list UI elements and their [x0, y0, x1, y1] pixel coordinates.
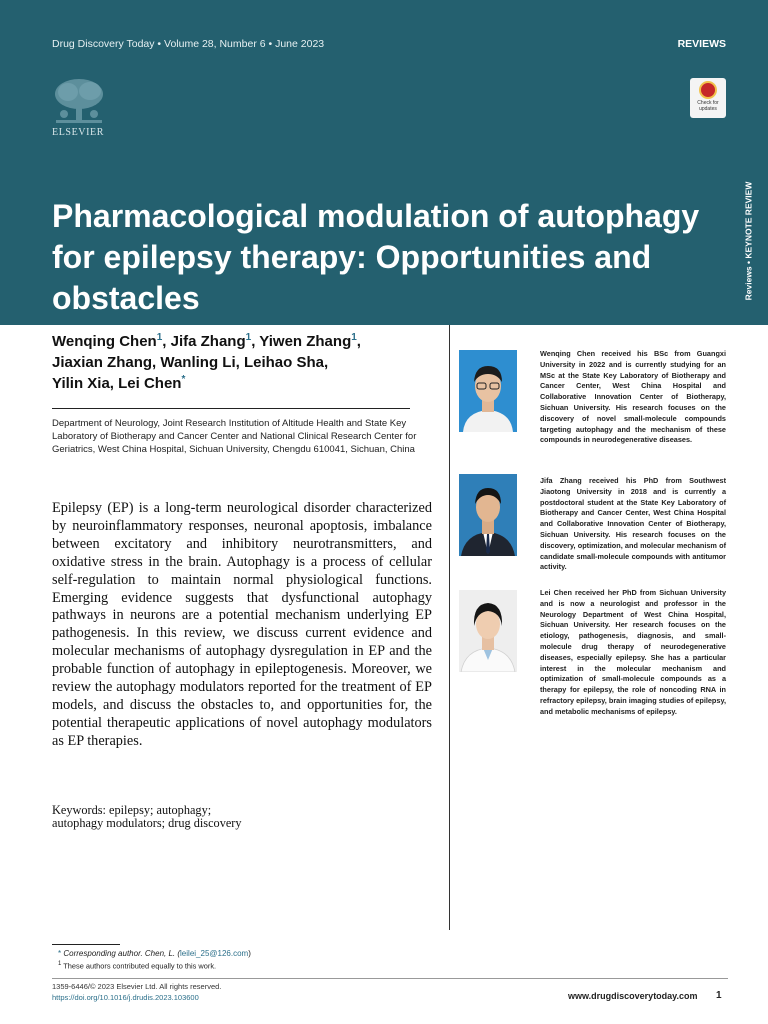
- corresponding-author-footnote: [58, 949, 251, 958]
- bio-lei-chen: Lei Chen received her PhD from Sichuan University and is now a neurologist and professor in the Neurology Department of West China Hospital, Sichuan University. Her research focuses on the etiology, pathogenesis, diagnosis, and small-molecule drug therapy of neurodegenerative diseases, especially epilepsy. She has a particular interest in the molecular mechanism and optimization of small-molecule compounds as a therapy for epilepsy, the role of noncoding RNA in refractory epilepsy, brain imaging studies of epilepsy, and metabolic mechanisms of epilepsy.: [540, 588, 726, 716]
- author-name: Yilin Xia, Lei Chen: [52, 375, 182, 392]
- author-separator: ,: [356, 333, 361, 350]
- author-photo-jifa-zhang: [459, 474, 517, 556]
- publisher-logo-text: ELSEVIER: [52, 127, 105, 138]
- author-photo-lei-chen: [459, 590, 517, 672]
- abstract: Epilepsy (EP) is a long-term neurological disorder characterized by neuroinflammatory responses, neuronal apoptosis, imbalance between excitatory and inhibitory neurotransmitters, and oxidative stress in the brain. Autophagy is a process of cellular self-regulation to maintain normal physiological functions. Emerging evidence suggests that dysfunctional autophagy pathways in neurons are a potential mechanism underlying EP pathogenesis. In this review, we discuss current evidence and molecular mechanisms of autophagy dysregulation in EP and the probable function of autophagy in epileptogenesis. Moreover, we review the autophagy modulators reported for the treatment of EP models, and discuss the obstacles to, and opportunities for, the potential therapeutic applications of novel autophagy modulators as EP therapies.: [52, 500, 432, 749]
- side-label-text: Reviews • KEYNOTE REVIEW: [743, 181, 754, 301]
- corresponding-close: ): [248, 949, 251, 958]
- author-affiliation-mark: *: [181, 374, 186, 385]
- author-photo-wenqing-chen: [459, 350, 517, 432]
- bio-jifa-zhang: Jifa Zhang received his PhD from Southwest Jiaotong University in 2018 and is currently a postdoctoral student at the State Key Laboratory of Biotherapy and Cancer Center, West China Hospital and Collaborative Innovation Center of Biotherapy, Sichuan University. His research focuses on the discovery, optimization, and molecular mechanism of candidate small-molecule compounds with antitumor activity.: [540, 476, 726, 572]
- footnote-divider: [52, 944, 120, 945]
- section-side-label: [741, 176, 755, 311]
- author-list: [52, 331, 432, 394]
- equal-contribution-footnote: [58, 961, 216, 970]
- author-name: Yiwen Zhang: [259, 333, 352, 350]
- check-for-updates-icon: [699, 81, 717, 99]
- corresponding-email-link[interactable]: leilei_25@126.com: [180, 949, 249, 958]
- article-title: Pharmacological modulation of autophagy for epilepsy therapy: Opportunities and obstacles: [52, 198, 700, 316]
- keywords: [52, 804, 432, 830]
- affiliation: Department of Neurology, Joint Research Institution of Altitude Health and State Key Laboratory of Biotherapy and Cancer Center and National Clinical Research Center for Geriatrics, West China Hospital, Sichuan University, Chengdu 610041, Sichuan, China: [52, 418, 417, 455]
- check-for-updates-badge[interactable]: [690, 78, 726, 118]
- keywords-line-2: autophagy modulators; drug discovery: [52, 816, 242, 830]
- check-for-updates-label: Check for updates: [697, 100, 719, 112]
- author-affiliation-mark: 1: [156, 332, 163, 343]
- journal-citation: Drug Discovery Today • Volume 28, Number 6 • June 2023: [52, 38, 325, 50]
- page-number: 1: [716, 990, 722, 1001]
- author-affiliation-mark: 1: [351, 332, 357, 343]
- author-affiliation-mark: 1: [245, 332, 252, 343]
- keywords-line-1: Keywords: epilepsy; autophagy;: [52, 803, 212, 817]
- elsevier-tree-logo-icon: [50, 76, 108, 126]
- issn-copyright: 1359-6446/© 2023 Elsevier Ltd. All rights reserved.: [52, 982, 222, 991]
- footnote-star-mark: *: [58, 949, 62, 958]
- author-separator: ,: [251, 333, 260, 350]
- bio-wenqing-chen: Wenqing Chen received his BSc from Guangxi University in 2022 and is currently studying for an MSc at the State Key Laboratory of Biotherapy and Cancer Center, West China Hospital and Collaborative Innovation Center of Biotherapy, Sichuan University. His research focuses on the discovery of novel small-molecule compounds targeting autophagy and the mechanism of these compounds in neurodegenerative diseases.: [540, 349, 726, 445]
- author-name: Wenqing Chen: [52, 333, 157, 350]
- author-name: Jifa Zhang: [170, 333, 246, 350]
- doi-link[interactable]: https://doi.org/10.1016/j.drudis.2023.103600: [52, 993, 199, 1002]
- footer-divider: [52, 978, 728, 979]
- author-name: Jiaxian Zhang, Wanling Li, Leihao Sha,: [52, 354, 329, 371]
- header-banner: [0, 0, 768, 325]
- journal-website-link[interactable]: www.drugdiscoverytoday.com: [568, 991, 698, 1001]
- author-divider: [52, 408, 410, 409]
- column-divider: [449, 325, 450, 930]
- corresponding-label: Corresponding author. Chen, L. (: [63, 949, 181, 958]
- footnote-one-mark: 1: [58, 961, 62, 967]
- equal-contribution-text: These authors contributed equally to this work.: [63, 961, 217, 971]
- author-separator: ,: [162, 333, 171, 350]
- section-tag: REVIEWS: [677, 38, 726, 50]
